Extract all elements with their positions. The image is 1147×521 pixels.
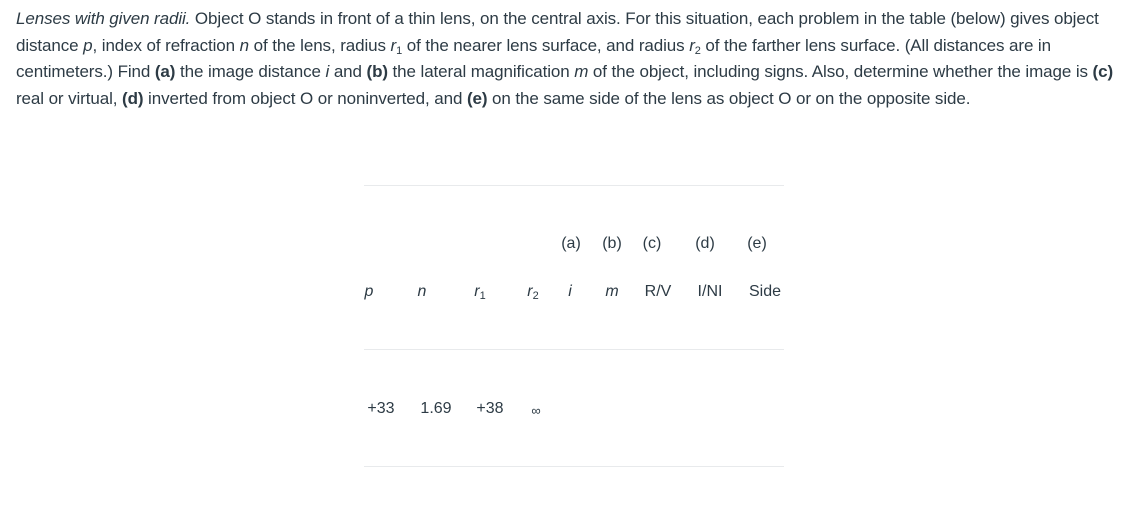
header-r1: $r_1$ xyxy=(474,283,486,302)
part-label-e: (e) xyxy=(747,235,767,252)
part-label-d: (d) xyxy=(695,235,715,252)
table-bottom-divider xyxy=(364,466,784,467)
header-i: i xyxy=(568,283,572,300)
problem-title: Lenses with given radii. xyxy=(16,9,191,28)
header-real-virtual: R/V xyxy=(644,283,672,300)
header-r2: $r_2$ xyxy=(527,283,539,302)
cell-r2: ∞ xyxy=(531,403,541,418)
header-side: Side xyxy=(748,283,782,300)
header-m: m xyxy=(605,283,619,300)
header-p: p xyxy=(364,283,374,300)
part-label-b: (b) xyxy=(602,235,622,252)
cell-n: 1.69 xyxy=(420,400,452,417)
cell-r1: +38 xyxy=(476,400,504,417)
cell-p: +33 xyxy=(367,400,395,417)
table-top-divider xyxy=(364,185,784,186)
header-inverted: I/NI xyxy=(697,283,723,300)
header-n: n xyxy=(417,283,427,300)
table-middle-divider xyxy=(364,349,784,350)
problem-statement: Lenses with given radii. Object O stands in front of a thin lens, on the central axis. For this situation, each problem in the table (below) gives object distance p, index of refraction n of the lens, radius $r_1$ of the nearer lens surface, and radius $r_2$ of the farther lens surface. (All distances are in centimeters.) Find (a) the image distance i and (b) the lateral magnification m of the object, including signs. Also, determine whether the image is (c) real or virtual, (d) inverted from object O or noninverted, and (e) on the same side of the lens as object O or on the opposite side. xyxy=(16,9,1114,108)
part-label-a: (a) xyxy=(561,235,581,252)
part-label-c: (c) xyxy=(642,235,662,252)
